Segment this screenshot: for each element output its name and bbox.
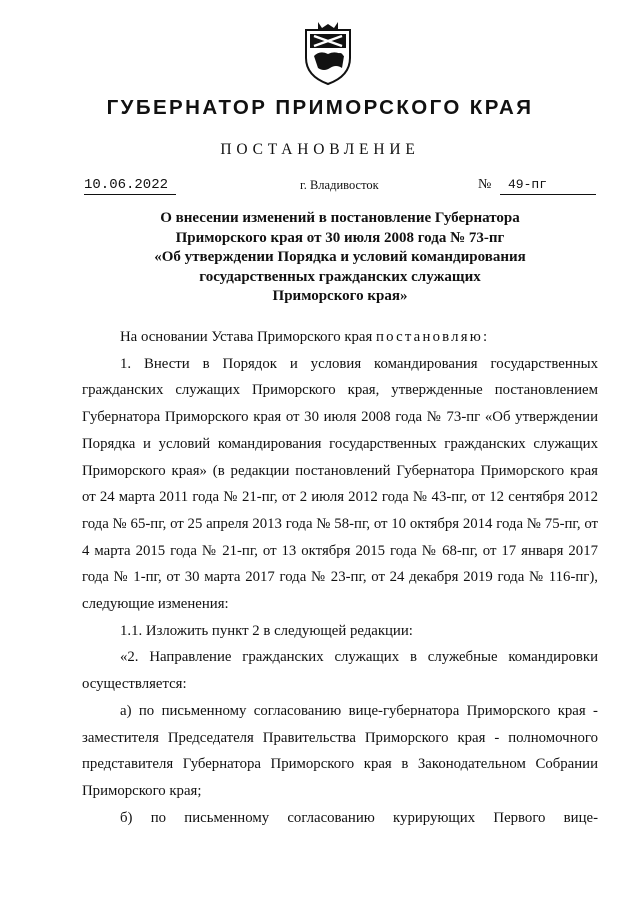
document-type: ПОСТАНОВЛЕНИЕ — [220, 141, 420, 158]
paragraph-1: 1. Внести в Порядок и условия командирования государственных гражданских служащих Приморского края, утвержденные постановлением Губернатора Приморского края от 30 июля 2008 года № 73-пг «Об утверждении Порядка и условий командирования государственных гражданских служащих Приморского края» (в редакции постановлений Губернатора Приморского края от 24 марта 2011 года № 21-пг, от 2 июля 2012 года № 43-пг, от 12 сентября 2012 года № 65-пг, от 25 апреля 2013 года № 58-пг, от 10 октября 2014 года № 75-пг, от 4 марта 2015 года № 21-пг, от 13 октября 2015 года № 68-пг, от 17 января 2017 года № 1-пг, от 30 марта 2017 года № 23-пг, от 24 декабря 2019 года № 116-пг), следующие изменения: — [82, 355, 598, 613]
title-line: Приморского края» — [272, 288, 408, 304]
document-title — [90, 209, 590, 307]
paragraph-1-1: 1.1. Изложить пункт 2 в следующей редакции: — [120, 622, 413, 639]
title-line: О внесении изменений в постановление Губернатора — [160, 210, 520, 226]
intro-decree-word: постановляю: — [375, 329, 490, 345]
paragraph-a: а) по письменному согласованию вице-губернатора Приморского края - заместителя Председателя Правительства Приморского края - полномочного представителя Губернатора Приморского края в Законодательном Собрании Приморского края; — [82, 702, 598, 799]
paragraph-2: «2. Направление гражданских служащих в служебные командировки осуществляется: — [82, 649, 598, 693]
coat-of-arms-icon — [300, 18, 356, 86]
document-date: 10.06.2022 — [84, 176, 176, 195]
document-number: 49-пг — [500, 176, 596, 195]
title-line: государственных гражданских служащих — [199, 268, 481, 285]
number-label: № — [478, 177, 492, 192]
document-city: г. Владивосток — [300, 178, 379, 192]
intro-paragraph — [82, 324, 598, 351]
paragraph-b: б) по письменному согласованию курирующих Первого вице- — [120, 809, 598, 826]
title-line: Приморского края от 30 июля 2008 года № 73-пг — [175, 229, 505, 246]
intro-text: На основании Устава Приморского края — [120, 329, 376, 345]
document-body — [82, 324, 598, 831]
title-line: «Об утверждении Порядка и условий командирования — [154, 249, 526, 265]
issuer-heading: ГУБЕРНАТОР ПРИМОРСКОГО КРАЯ — [106, 96, 534, 119]
